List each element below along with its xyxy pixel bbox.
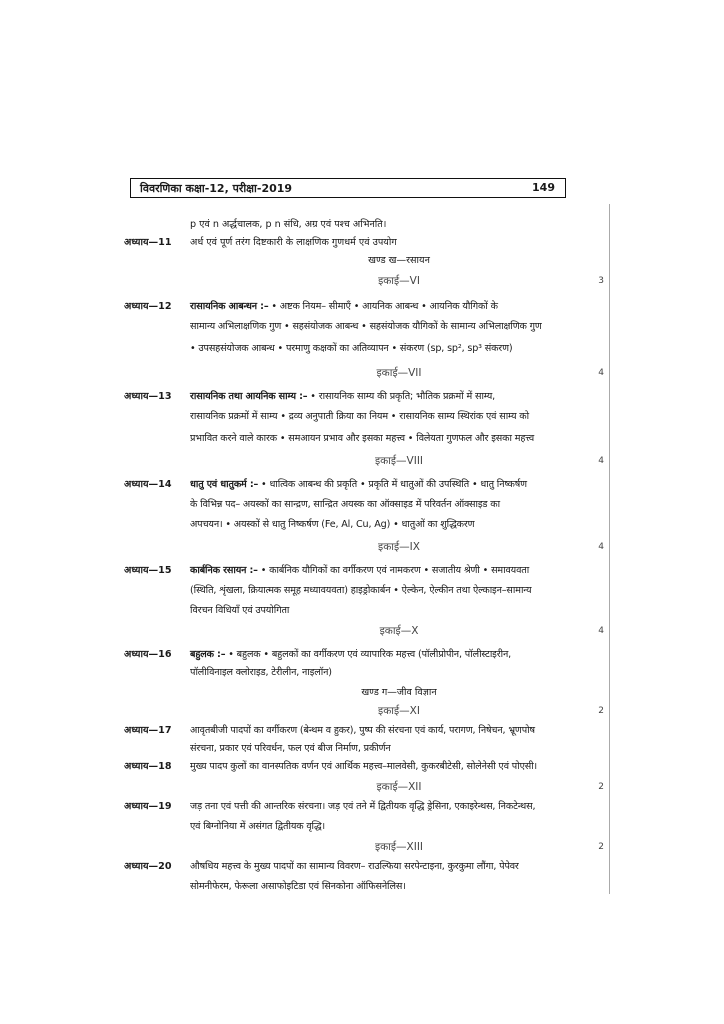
text-line: • उपसहसंयोजक आबन्ध • परमाणु कक्षकों का अतिव्यापन • संकरण (sp, sp², sp³ संकरण) [190,343,513,354]
unit-heading: इकाई—VIII [374,455,424,467]
chapter-label: अध्याय—17 [124,725,172,736]
page-number: 149 [532,181,555,194]
text-line: मुख्य पादप कुलों का वानस्पतिक वर्णन एवं आर्थिक महत्त्व–मालवेसी, कुकरबीटेसी, सोलेनेसी एवं पोएसी। [190,761,538,772]
section-heading: खण्ड ग—जीव विज्ञान [361,687,437,698]
chapter-label: अध्याय—12 [124,301,172,312]
marks: 2 [598,782,604,792]
chapter-label: अध्याय—18 [124,761,172,772]
margin-rule [609,204,610,894]
chapter-label: अध्याय—11 [124,237,172,248]
text-line: जड़ तना एवं पत्ती की आन्तरिक संरचना। जड़ एवं तने में द्वितीयक वृद्धि ड्रेसिना, एकाइरेन्थस, निकटेन्थस, [190,801,536,812]
text-line: अर्ध एवं पूर्ण तरंग दिष्टकारी के लाक्षणिक गुणधर्म एवं उपयोग [190,237,397,248]
text-line: एवं बिग्नोनिया में असंगत द्वितीयक वृद्धि। [190,821,326,832]
text-line: सामान्य अभिलाक्षणिक गुण • सहसंयोजक आबन्ध • सहसंयोजक यौगिकों के सामान्य अभिलाक्षणिक गुण [190,321,542,332]
unit-heading: इकाई—XI [378,705,420,717]
chapter-label: अध्याय—19 [124,801,172,812]
text-line: (स्थिति, शृंखला, क्रियात्मक समूह मध्यावयवता) हाइड्रोकार्बन • ऐल्केन, ऐल्कीन तथा ऐल्काइन–सामान्य [190,585,532,596]
chapter-label: अध्याय—15 [124,565,172,576]
chapter-label: अध्याय—13 [124,391,172,402]
chapter-label: अध्याय—16 [124,649,172,660]
unit-heading: इकाई—VII [376,367,422,379]
marks: 4 [598,456,604,466]
unit-heading: इकाई—XIII [374,841,424,853]
unit-heading: इकाई—X [379,625,419,637]
marks: 4 [598,626,604,636]
page-header [130,178,566,198]
text-line: रासायनिक प्रक्रमों में साम्य • द्रव्य अनुपाती क्रिया का नियम • रासायनिक साम्य स्थिरांक एवं साम्य को [190,411,530,422]
text-line: पॉलीविनाइल क्लोराइड, टेरीलीन, नाइलॉन) [190,667,332,678]
text-line: सोमनीफेरम, फेरूला असाफोइटिडा एवं सिनकोना ऑफिसनेलिस। [190,881,406,892]
marks: 3 [598,276,604,286]
unit-heading: इकाई—VI [378,275,420,287]
text-line: विरचन विधियाँ एवं उपयोगिता [190,605,290,616]
chapter-label: अध्याय—20 [124,861,172,872]
text-line: औषधिय महत्त्व के मुख्य पादपों का सामान्य विवरण– राउल्फिया सरपेन्टाइना, कुरकुमा लौंगा, पेपेवर [190,861,519,872]
text-line: कार्बनिक रसायन :– • कार्बनिक यौगिकों का वर्गीकरण एवं नामकरण • सजातीय श्रेणी • समावयवता [190,565,530,576]
unit-heading: इकाई—XII [376,781,422,793]
topic-heading: कार्बनिक रसायन :– [190,565,258,576]
text-line: धातु एवं धातुकर्म :– • धात्विक आबन्ध की प्रकृति • प्रकृति में धातुओं की उपस्थिति • धातु निष्कर्षण [190,479,527,490]
text-line: रासायनिक तथा आयनिक साम्य :– • रासायनिक साम्य की प्रकृति; भौतिक प्रक्रमों में साम्य, [190,391,496,402]
section-heading: खण्ड ख—रसायन [368,255,430,266]
marks: 4 [598,368,604,378]
topic-heading: रासायनिक तथा आयनिक साम्य :– [190,391,308,402]
unit-heading: इकाई—IX [378,541,420,553]
text-line: बहुलक :– • बहुलक • बहुलकों का वर्गीकरण एवं व्यापारिक महत्त्व (पॉलीप्रोपीन, पॉलीस्टाइरीन, [190,649,512,660]
header-title: विवरणिका कक्षा-12, परीक्षा-2019 [140,182,293,195]
topic-heading: धातु एवं धातुकर्म :– [190,479,259,490]
text-line: अपचयन। • अयस्कों से धातु निष्कर्षण (Fe, Al, Cu, Ag) • धातुओं का शुद्धिकरण [190,519,475,530]
marks: 2 [598,706,604,716]
text-line: के विभिन्न पद– अयस्कों का सान्द्रण, सान्द्रित अयस्क का ऑक्साइड में परिवर्तन ऑक्साइड का [190,499,500,510]
text-line: संरचना, प्रकार एवं परिवर्धन, फल एवं बीज निर्माण, प्रकीर्णन [190,743,391,754]
chapter-label: अध्याय—14 [124,479,172,490]
marks: 4 [598,542,604,552]
text-line: रासायनिक आबन्धन :– • अष्टक नियम– सीमाएँ • आयनिक आबन्ध • आयनिक यौगिकों के [190,301,498,312]
text-line: p एवं n अर्द्धचालक, p n संधि, अग्र एवं पश्च अभिनति। [190,219,387,230]
topic-heading: बहुलक :– [190,649,226,660]
text-line: प्रभावित करने वाले कारक • समआयन प्रभाव और इसका महत्त्व • विलेयता गुणफल और इसका महत्त्व [190,433,534,444]
topic-heading: रासायनिक आबन्धन :– [190,301,269,312]
marks: 2 [598,842,604,852]
text-line: आवृतबीजी पादपों का वर्गीकरण (बेन्थम व हुकर), पुष्प की संरचना एवं कार्य, परागण, निषेचन, भ्रूणपोष [190,725,535,736]
